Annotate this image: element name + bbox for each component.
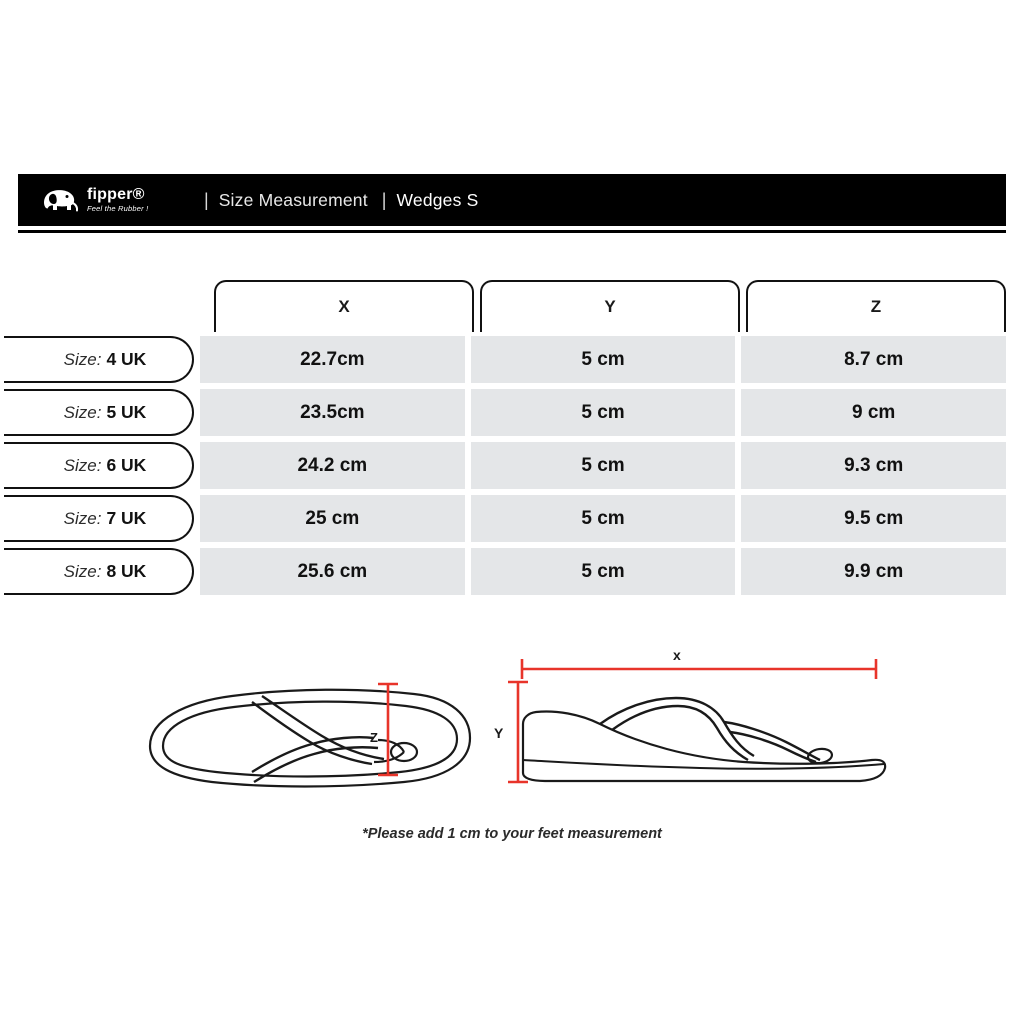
- cell-z: 9.5 cm: [741, 495, 1006, 542]
- table-row: [18, 389, 1006, 436]
- size-cell: [4, 548, 194, 595]
- cell-x: 25.6 cm: [200, 548, 465, 595]
- table-row: [18, 548, 1006, 595]
- cell-y: 5 cm: [471, 389, 736, 436]
- cell-x: 25 cm: [200, 495, 465, 542]
- logo-wordmark: [87, 187, 148, 213]
- elephant-icon: [40, 185, 80, 215]
- size-prefix: Size:: [63, 402, 102, 422]
- size-cell: [4, 336, 194, 383]
- cell-x: 22.7cm: [200, 336, 465, 383]
- cell-y: 5 cm: [471, 495, 736, 542]
- sandal-top-view-illustration: [150, 690, 470, 787]
- header-bar: [18, 174, 1006, 226]
- table-header-row: [214, 280, 1006, 332]
- cell-z: 9.3 cm: [741, 442, 1006, 489]
- brand-logo: [40, 185, 190, 215]
- column-header-y: Y: [480, 280, 740, 332]
- size-cell: [4, 495, 194, 542]
- cell-y: 5 cm: [471, 548, 736, 595]
- diagram-area: [0, 640, 1024, 820]
- size-cell: [4, 389, 194, 436]
- cell-x: 24.2 cm: [200, 442, 465, 489]
- table-row: [18, 336, 1006, 383]
- size-prefix: Size:: [63, 561, 102, 581]
- cell-z: 9.9 cm: [741, 548, 1006, 595]
- column-header-z: Z: [746, 280, 1006, 332]
- label-x: x: [673, 647, 681, 663]
- measurement-note: *Please add 1 cm to your feet measurement: [362, 826, 662, 842]
- size-cell: [4, 442, 194, 489]
- size-prefix: Size:: [63, 349, 102, 369]
- header-subtitle: Wedges S: [396, 189, 479, 210]
- cell-x: 23.5cm: [200, 389, 465, 436]
- logo-tagline: Feel the Rubber !: [87, 204, 149, 214]
- table-row: [18, 442, 1006, 489]
- size-value: 6 UK: [106, 455, 147, 475]
- logo-name: fipper®: [87, 186, 145, 204]
- size-value: 7 UK: [106, 508, 147, 528]
- size-prefix: Size:: [63, 508, 102, 528]
- cell-y: 5 cm: [471, 336, 736, 383]
- header-underline: [18, 230, 1006, 233]
- header-separator-1: |: [204, 189, 209, 210]
- header-title: Size Measurement: [218, 189, 368, 210]
- label-y: Y: [494, 725, 504, 741]
- column-header-x: X: [214, 280, 474, 332]
- sandal-side-view-illustration: [523, 698, 885, 781]
- cell-y: 5 cm: [471, 442, 736, 489]
- measurement-x: [522, 659, 876, 679]
- header-separator-2: |: [381, 189, 387, 210]
- cell-z: 8.7 cm: [741, 336, 1006, 383]
- cell-z: 9 cm: [741, 389, 1006, 436]
- size-value: 4 UK: [106, 349, 147, 369]
- size-value: 8 UK: [106, 561, 147, 581]
- size-table: [18, 280, 1006, 601]
- table-row: [18, 495, 1006, 542]
- size-prefix: Size:: [63, 455, 102, 475]
- measurement-y: [508, 682, 528, 782]
- label-z: Z: [370, 730, 378, 745]
- size-value: 5 UK: [106, 402, 147, 422]
